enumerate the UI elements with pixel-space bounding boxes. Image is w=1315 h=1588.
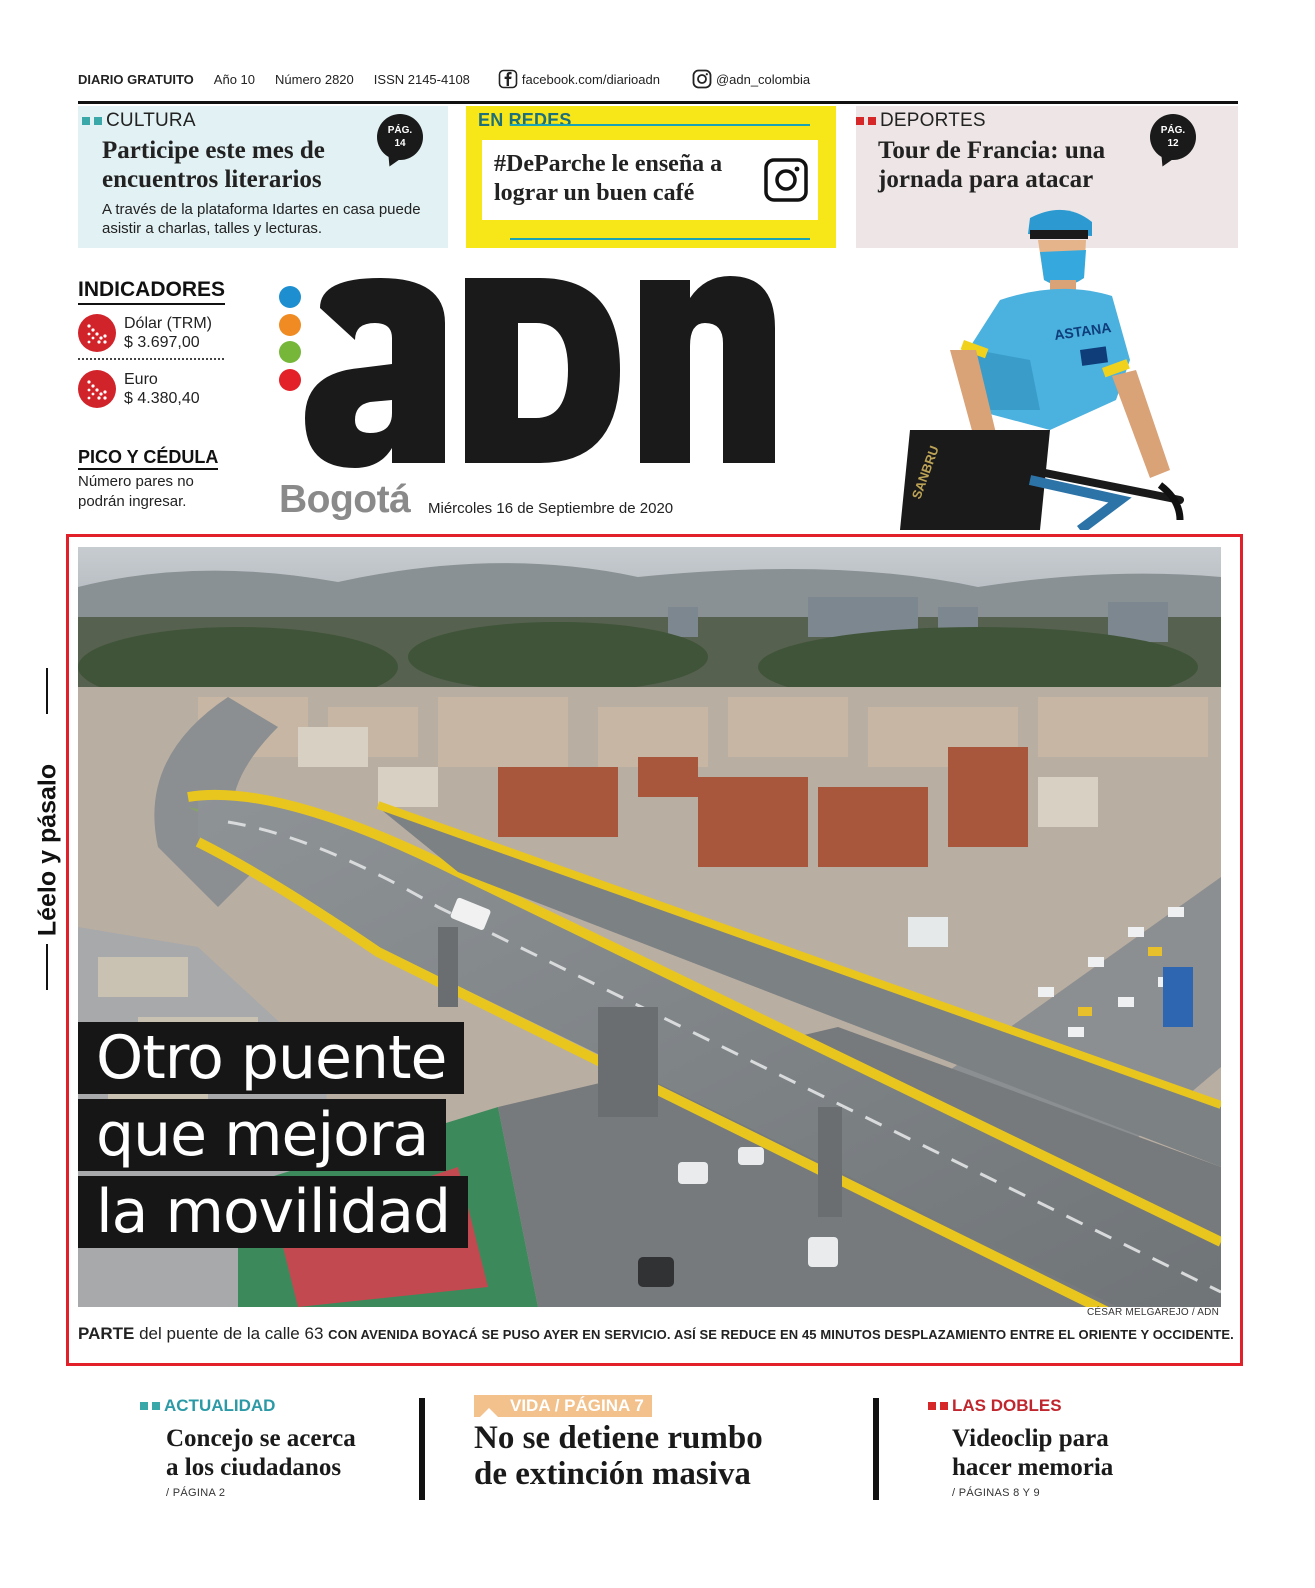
dolar-value: $ 3.697,00 <box>124 334 200 351</box>
teaser-actualidad[interactable] <box>140 1396 356 1499</box>
teaser-divider <box>419 1398 425 1500</box>
actualidad-title: Concejo se acerca a los ciudadanos <box>166 1425 356 1481</box>
side-rule-bottom <box>46 944 48 990</box>
issn-label: ISSN 2145-4108 <box>373 71 470 87</box>
logo-dot-green <box>279 341 301 363</box>
svg-text:ASTANA: ASTANA <box>1053 319 1113 343</box>
dolar-label: Dólar (TRM) <box>124 315 212 332</box>
logo-dot-orange <box>279 314 301 336</box>
euro-value: $ 4.380,40 <box>124 390 200 407</box>
vida-tag: VIDA / PÁGINA 7 <box>474 1395 652 1417</box>
instagram-icon <box>764 158 808 202</box>
indicator-euro <box>78 370 200 408</box>
cultura-tag: CULTURA <box>82 110 196 132</box>
deportes-tag: DEPORTES <box>856 110 986 132</box>
pico-title: PICO Y CÉDULA <box>78 447 218 470</box>
headline-line-3: la movilidad <box>78 1176 468 1248</box>
promo-en-redes[interactable] <box>466 106 836 248</box>
teaser-las-dobles[interactable] <box>928 1396 1113 1499</box>
facebook-link[interactable] <box>498 69 660 89</box>
indicator-divider <box>78 358 224 360</box>
vida-title: No se detiene rumbo de extinción masiva <box>474 1420 763 1492</box>
actualidad-page: / PÁGINA 2 <box>166 1487 226 1499</box>
instagram-icon <box>692 69 712 89</box>
pico-text: Número pares no podrán ingresar. <box>78 473 194 510</box>
issue-number: Número 2820 <box>275 71 354 87</box>
photo-credit: CÉSAR MELGAREJO / ADN <box>1086 1307 1219 1318</box>
cyclist-photo <box>880 200 1210 530</box>
facebook-handle: facebook.com/diarioadn <box>521 71 660 87</box>
teaser-divider <box>873 1398 879 1500</box>
dobles-tag: LAS DOBLES <box>928 1396 1113 1416</box>
masthead-rule <box>78 101 1238 104</box>
redes-card <box>482 140 818 220</box>
redes-title: #DeParche le enseña a lograr un buen café <box>494 151 723 206</box>
dobles-page: / PÁGINAS 8 Y 9 <box>952 1487 1040 1499</box>
edition-city: Bogotá <box>279 478 411 521</box>
indicators-title: INDICADORES <box>78 278 225 305</box>
logo-dot-red <box>279 369 301 391</box>
cultura-title: Participe este mes de encuentros literarios <box>102 137 325 193</box>
masthead-info-bar <box>78 68 1238 90</box>
euro-label: Euro <box>124 371 158 388</box>
instagram-link[interactable] <box>692 69 810 89</box>
svg-text:SANBRU: SANBRU <box>908 443 942 502</box>
edition-date: Miércoles 16 de Septiembre de 2020 <box>428 500 674 517</box>
instagram-handle: @adn_colombia <box>715 71 811 87</box>
speech-bubble-icon: PÁG. 14 <box>377 114 423 160</box>
trend-down-icon <box>78 370 116 408</box>
adn-logo <box>300 268 780 478</box>
feature-headline <box>78 1022 468 1253</box>
logo-dot-blue <box>279 286 301 308</box>
side-slogan: Léelo y pásalo <box>33 763 62 937</box>
redes-tag: EN REDES <box>478 110 572 130</box>
teaser-vida[interactable] <box>474 1395 763 1492</box>
speech-bubble-icon: PÁG. 12 <box>1150 114 1196 160</box>
dobles-title: Videoclip para hacer memoria <box>952 1425 1114 1481</box>
headline-line-1: Otro puente <box>78 1022 464 1094</box>
deportes-title: Tour de Francia: una jornada para atacar <box>878 137 1106 193</box>
facebook-icon <box>498 69 518 89</box>
diario-label: DIARIO GRATUITO <box>78 71 194 87</box>
year-label: Año 10 <box>213 71 255 87</box>
cultura-body: A través de la plataforma Idartes en casa puede asistir a charlas, talles y lecturas. <box>102 201 421 237</box>
promo-cultura[interactable] <box>78 106 448 248</box>
actualidad-tag: ACTUALIDAD <box>140 1396 356 1416</box>
photo-caption: PARTE del puente de la calle 63 CON AVENIDA BOYACÁ SE PUSO AYER EN SERVICIO. ASÍ SE REDUCE EN 45 MINUTOS DESPLAZAMIENTO ENTRE EL ORIENTE Y OCCIDENTE. <box>78 1324 1234 1343</box>
indicator-dolar <box>78 314 212 352</box>
headline-line-2: que mejora <box>78 1099 446 1171</box>
trend-down-icon <box>78 314 116 352</box>
